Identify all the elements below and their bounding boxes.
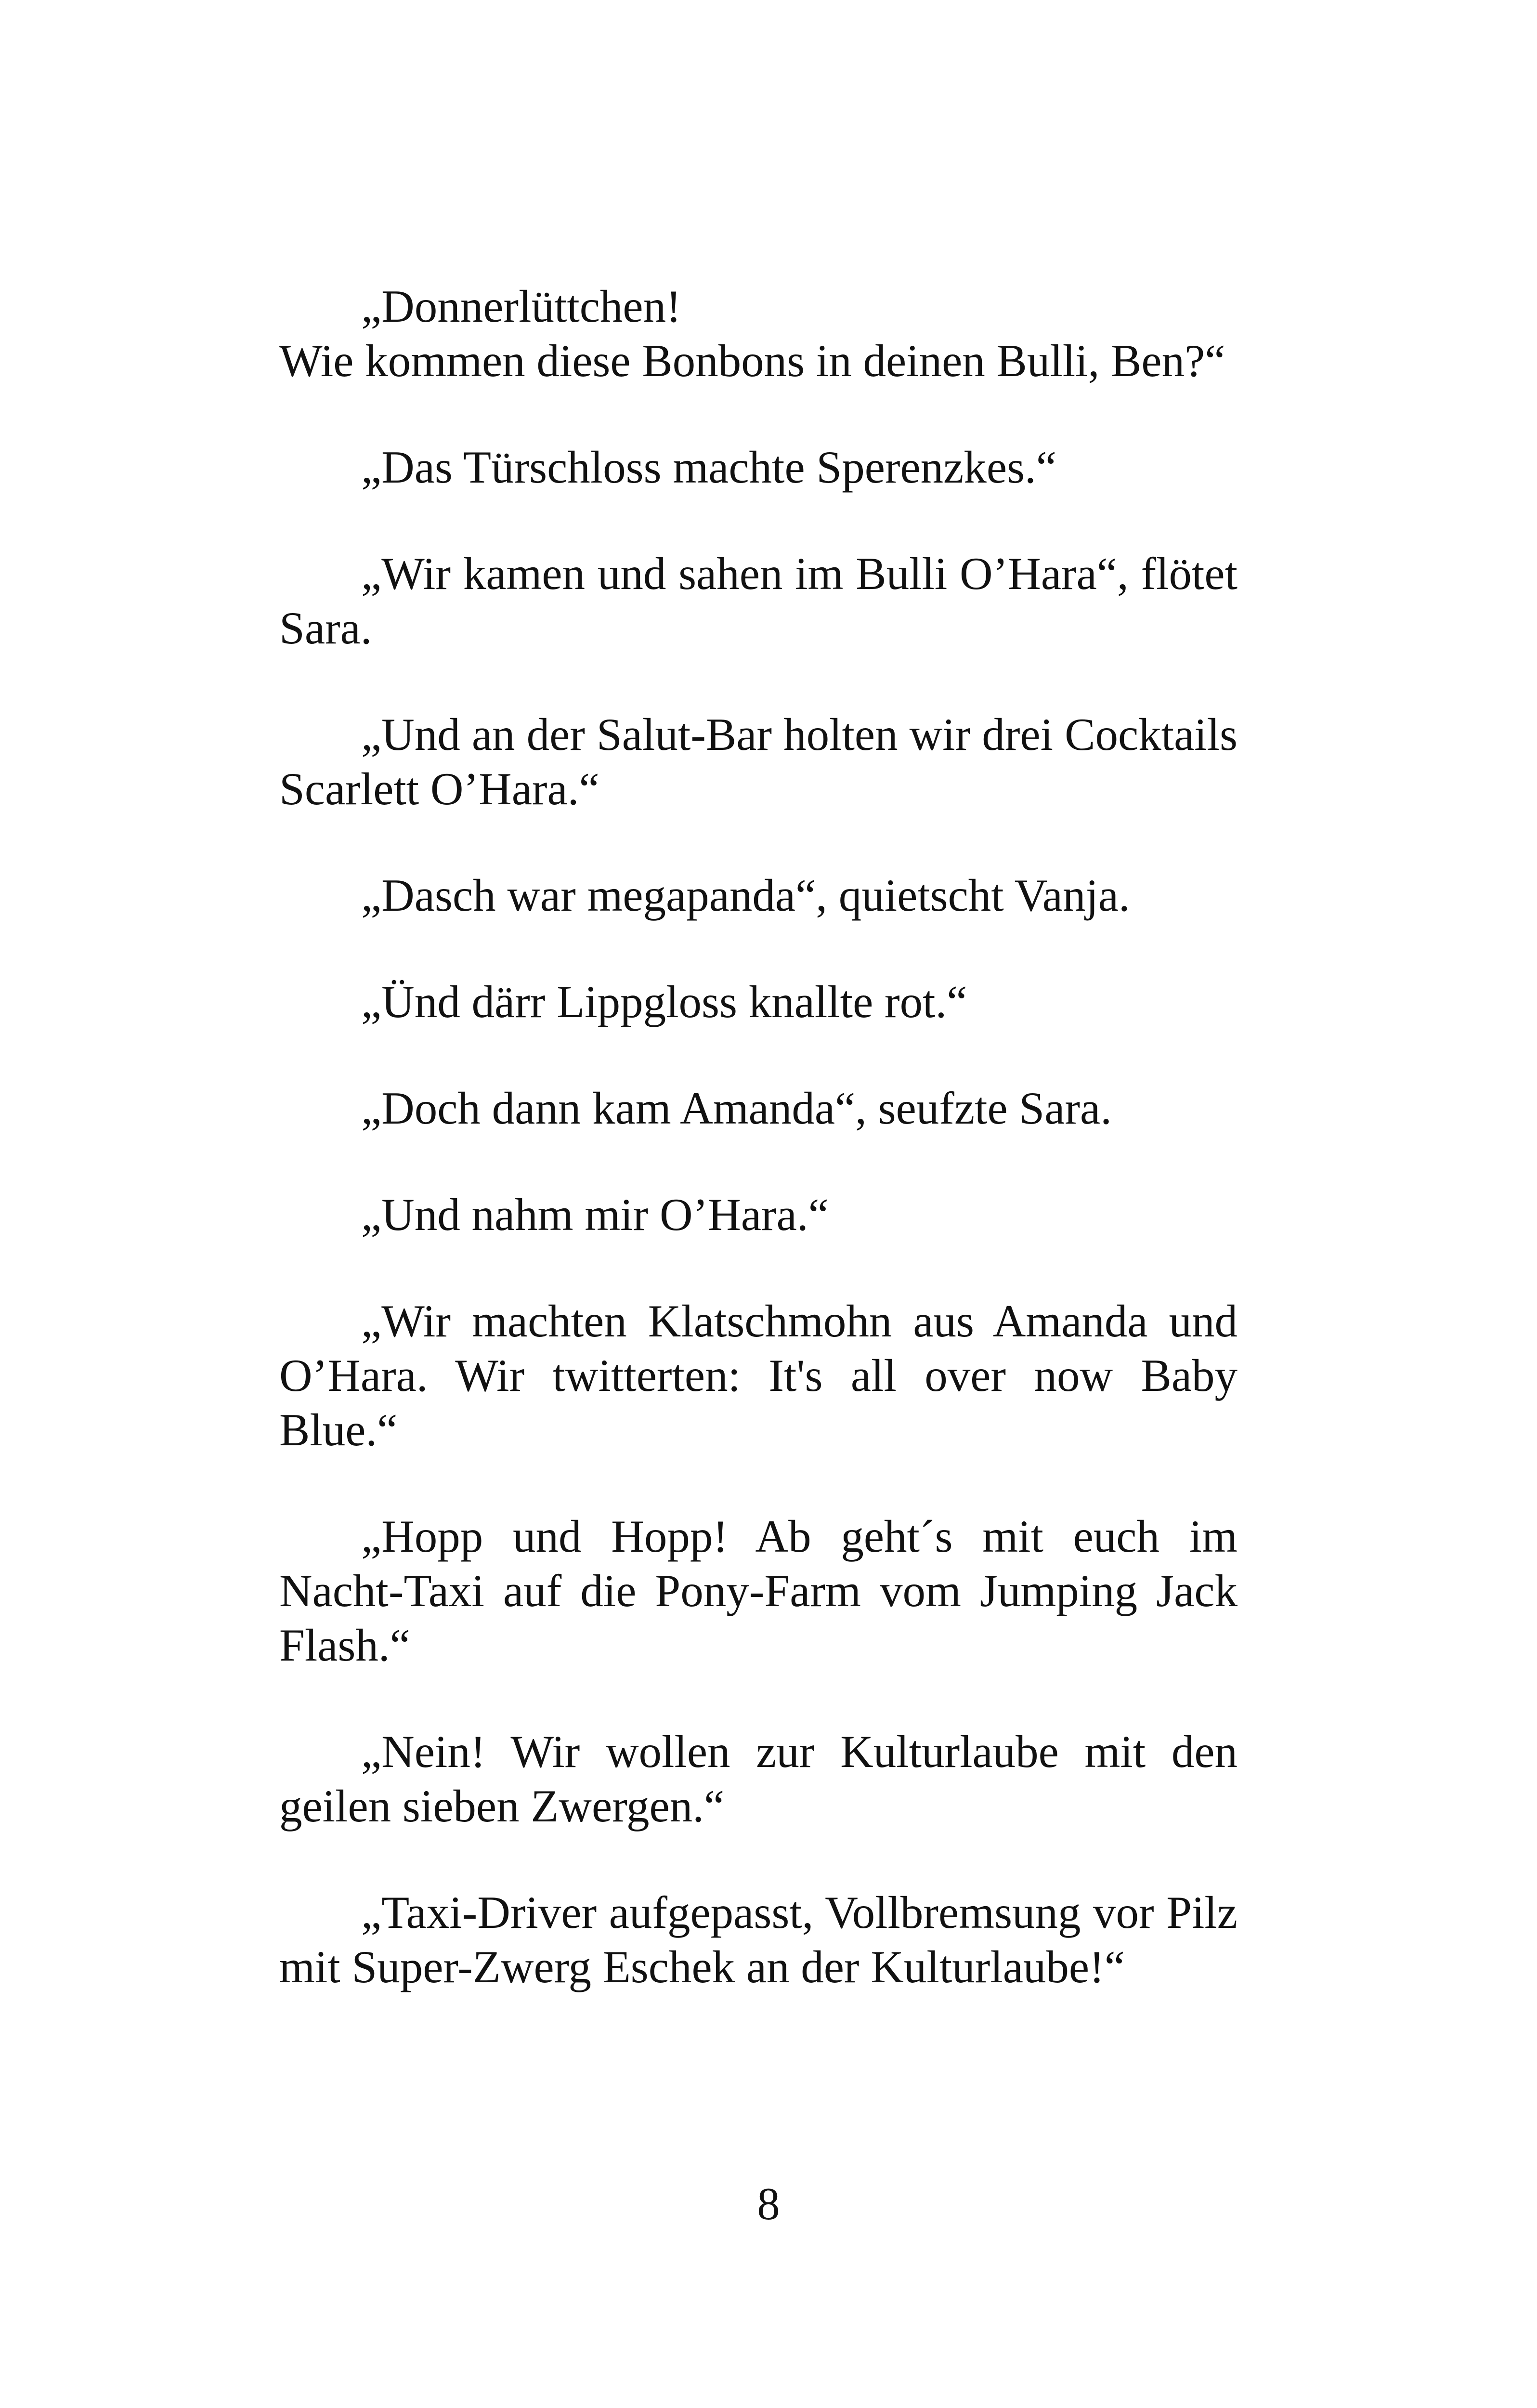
paragraph-line: „Ünd därr Lippgloss knallte rot.“: [361, 976, 967, 1027]
paragraph-line: „Und an der Salut-Bar holten wir drei Cocktails Scarlett O’Hara.“: [279, 709, 1237, 814]
paragraph: [279, 868, 1237, 923]
paragraph: [279, 1725, 1237, 1833]
paragraph: [279, 440, 1237, 495]
paragraph: [279, 279, 1237, 388]
paragraph-line: „Doch dann kam Amanda“, seufzte Sara.: [361, 1083, 1112, 1134]
paragraph: [279, 1081, 1237, 1136]
paragraph-line: Wie kommen diese Bonbons in deinen Bulli, Ben?“: [279, 335, 1225, 386]
paragraph-line: „Das Türschloss machte Sperenzkes.“: [361, 442, 1056, 493]
paragraph-line: „Hopp und Hopp! Ab geht´s mit euch im Nacht-Taxi auf die Pony-Farm vom Jumping Jack Flash.“: [279, 1511, 1237, 1671]
paragraph: [279, 1509, 1237, 1673]
paragraph-line: „Nein! Wir wollen zur Kulturlaube mit den geilen sieben Zwergen.“: [279, 1726, 1237, 1832]
book-page: [279, 279, 1237, 2046]
paragraph: [279, 975, 1237, 1029]
paragraph: [279, 547, 1237, 655]
paragraph-line: „Wir kamen und sahen im Bulli O’Hara“, flötet Sara.: [279, 548, 1237, 654]
paragraph-line: „Wir machten Klatschmohn aus Amanda und O’Hara. Wir twitterten: It's all over now Baby Blue.“: [279, 1296, 1237, 1455]
paragraph-line: „Dasch war megapanda“, quietscht Vanja.: [361, 870, 1130, 921]
paragraph-line: „Und nahm mir O’Hara.“: [361, 1189, 829, 1240]
paragraph: [279, 1294, 1237, 1457]
page-number: 8: [757, 2178, 780, 2229]
paragraph: [279, 1885, 1237, 1994]
paragraph-line: „Donnerlüttchen!: [361, 281, 681, 332]
paragraph-line: „Taxi-Driver aufgepasst, Vollbremsung vor Pilz mit Super-Zwerg Eschek an der Kulturlaube!“: [279, 1887, 1237, 1992]
paragraph: [279, 707, 1237, 816]
paragraph: [279, 1188, 1237, 1242]
